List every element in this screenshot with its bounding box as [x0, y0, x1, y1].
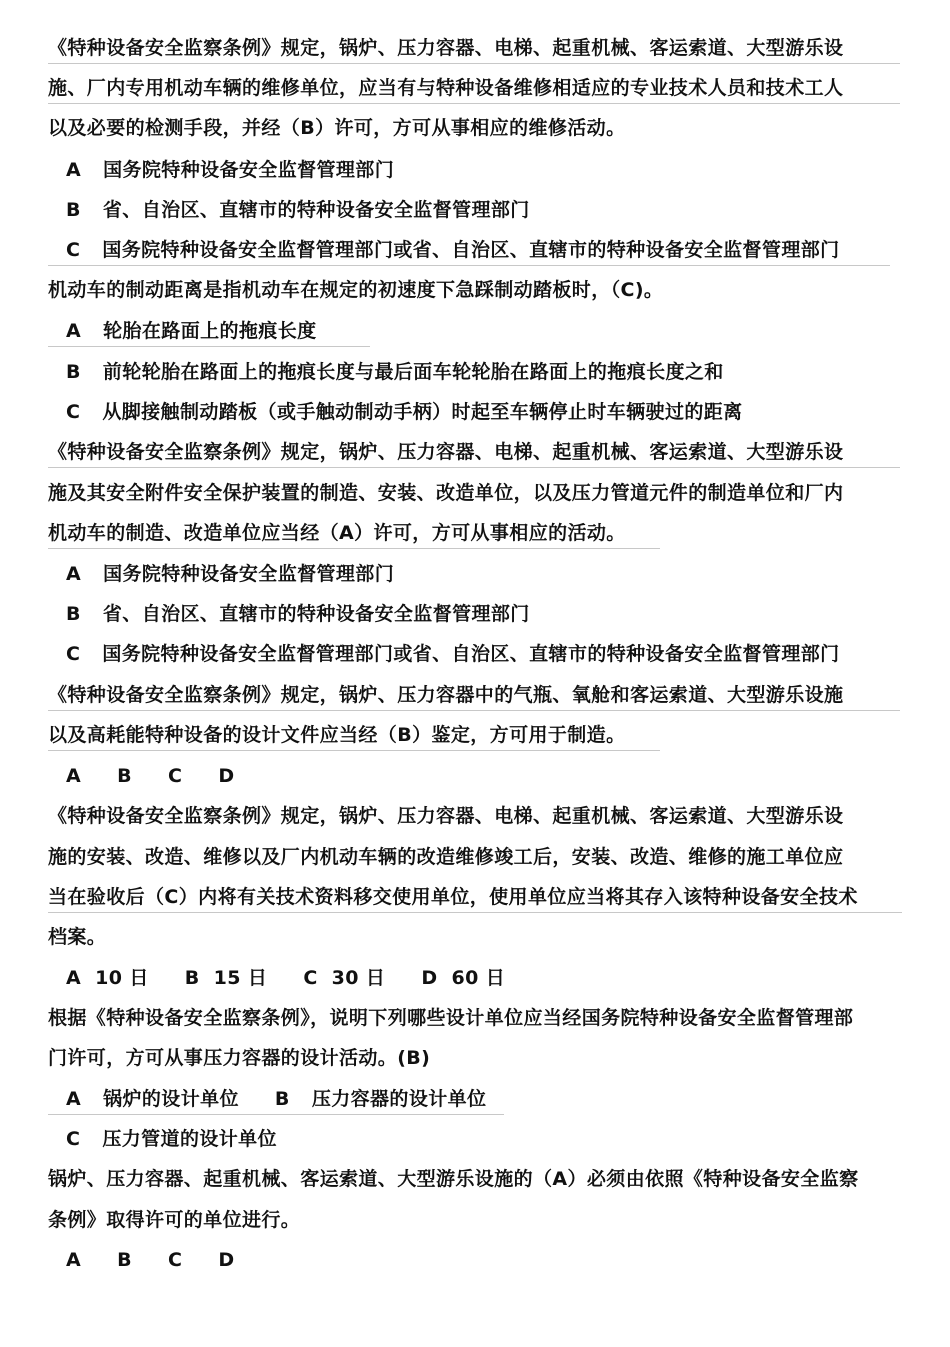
option-label: A: [66, 1249, 82, 1271]
q2-option-b: [66, 352, 724, 392]
q7-line-1: 锅炉、压力容器、起重机械、客运索道、大型游乐设施的（A）必须由依照《特种设备安全监察: [48, 1168, 859, 1190]
q7-line-2: 条例》取得许可的单位进行。: [48, 1209, 301, 1231]
option-text: 压力管道的设计单位: [102, 1128, 277, 1150]
option-text: 省、自治区、直辖市的特种设备安全监督管理部门: [102, 603, 530, 625]
q1-line-1: 《特种设备安全监察条例》规定，锅炉、压力容器、电梯、起重机械、客运索道、大型游乐设: [48, 28, 900, 68]
option-text: 国务院特种设备安全监督管理部门或省、自治区、直辖市的特种设备安全监督管理部门: [102, 239, 840, 261]
option-label: C: [66, 1128, 81, 1150]
q6-option-c: [66, 1119, 277, 1159]
option-label: A: [66, 563, 82, 585]
q3-option-c: [66, 634, 840, 674]
q6-options-ab: [48, 1079, 504, 1119]
option-label: A: [66, 765, 82, 787]
q5-line-2: 施的安装、改造、维修以及厂内机动车辆的改造维修竣工后，安装、改造、维修的施工单位应: [48, 846, 844, 868]
q7-options: [66, 1240, 235, 1280]
option-text: 轮胎在路面上的拖痕长度: [103, 320, 317, 342]
q6-line-1: 根据《特种设备安全监察条例》，说明下列哪些设计单位应当经国务院特种设备安全监督管理部: [48, 1007, 854, 1029]
option-label: B: [66, 199, 81, 221]
q1-option-b: [66, 190, 530, 230]
q4-options: [66, 756, 235, 796]
option-label: C: [168, 1249, 183, 1271]
q1-line-2: 施、厂内专用机动车辆的维修单位，应当有与特种设备维修相适应的专业技术人员和技术工人: [48, 68, 900, 108]
option-text: 30 日: [331, 967, 386, 989]
q2-option-c: [66, 392, 743, 432]
q1-option-c: [48, 230, 890, 270]
q6-line-2: 门许可，方可从事压力容器的设计活动。(B): [48, 1047, 431, 1069]
option-label: A: [66, 1088, 82, 1110]
option-label: D: [218, 1249, 235, 1271]
q2-line-1: 机动车的制动距离是指机动车在规定的初速度下急踩制动踏板时，（C)。: [48, 279, 664, 301]
option-label: B: [274, 1088, 290, 1110]
option-label: B: [117, 765, 132, 787]
option-text: 锅炉的设计单位: [103, 1088, 239, 1110]
option-label: A: [66, 159, 82, 181]
q5-options: [66, 958, 505, 998]
q2-option-a: [48, 311, 370, 351]
option-text: 从脚接触制动踏板（或手触动制动手柄）时起至车辆停止时车辆驶过的距离: [102, 401, 743, 423]
option-label: C: [168, 765, 183, 787]
q5-line-4: 档案。: [48, 926, 107, 948]
option-text: 省、自治区、直辖市的特种设备安全监督管理部门: [102, 199, 530, 221]
option-label: B: [66, 603, 81, 625]
option-label: D: [218, 765, 235, 787]
q3-line-1: 《特种设备安全监察条例》规定，锅炉、压力容器、电梯、起重机械、客运索道、大型游乐设: [48, 432, 900, 472]
option-label: B: [184, 967, 200, 989]
option-text: 国务院特种设备安全监督管理部门: [103, 563, 395, 585]
q5-line-3: 当在验收后（C）内将有关技术资料移交使用单位，使用单位应当将其存入该特种设备安全技术: [48, 877, 902, 917]
option-text: 60 日: [451, 967, 506, 989]
q4-line-1: 《特种设备安全监察条例》规定，锅炉、压力容器中的气瓶、氧舱和客运索道、大型游乐设施: [48, 675, 900, 715]
option-text: 10 日: [95, 967, 149, 989]
option-label: B: [66, 361, 81, 383]
option-label: C: [66, 239, 81, 261]
q4-line-2: 以及高耗能特种设备的设计文件应当经（B）鉴定，方可用于制造。: [48, 715, 660, 755]
q3-line-2: 施及其安全附件安全保护装置的制造、安装、改造单位，以及压力管道元件的制造单位和厂内: [48, 482, 844, 504]
option-label: C: [303, 967, 318, 989]
option-label: D: [421, 967, 438, 989]
q3-option-b: [66, 594, 530, 634]
option-text: 国务院特种设备安全监督管理部门或省、自治区、直辖市的特种设备安全监督管理部门: [102, 643, 840, 665]
q3-line-3: 机动车的制造、改造单位应当经（A）许可，方可从事相应的活动。: [48, 513, 660, 553]
q5-line-1: 《特种设备安全监察条例》规定，锅炉、压力容器、电梯、起重机械、客运索道、大型游乐设: [48, 805, 844, 827]
option-label: C: [66, 401, 81, 423]
q1-line-3: 以及必要的检测手段，并经（B）许可，方可从事相应的维修活动。: [48, 117, 626, 139]
option-text: 压力容器的设计单位: [311, 1088, 487, 1110]
option-text: 15 日: [213, 967, 268, 989]
q3-option-a: [66, 554, 394, 594]
option-label: C: [66, 643, 81, 665]
option-text: 国务院特种设备安全监督管理部门: [103, 159, 395, 181]
option-label: A: [66, 967, 82, 989]
option-label: B: [117, 1249, 132, 1271]
option-text: 前轮轮胎在路面上的拖痕长度与最后面车轮轮胎在路面上的拖痕长度之和: [102, 361, 724, 383]
option-label: A: [66, 320, 82, 342]
q1-option-a: [66, 150, 394, 190]
